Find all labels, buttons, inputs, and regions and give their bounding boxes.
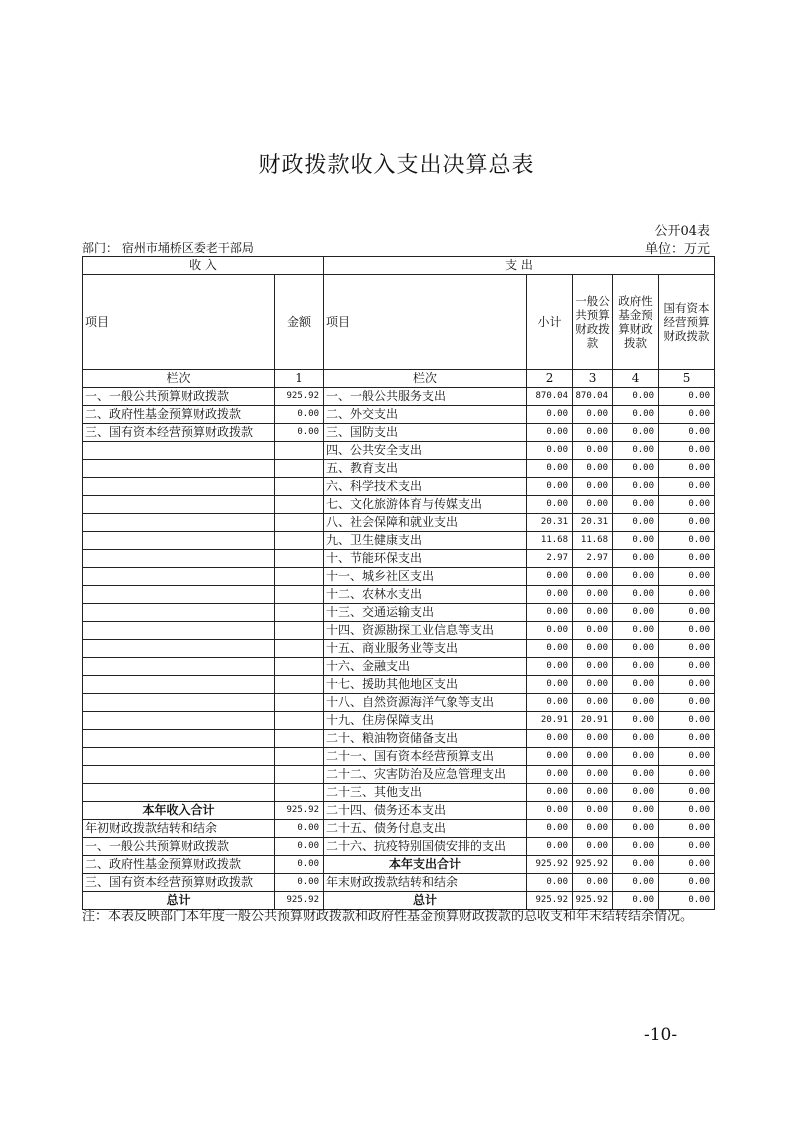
- subtotal-cell: 0.00: [527, 676, 573, 694]
- col-index-3: 3: [573, 370, 613, 388]
- gfb-cell: 0.00: [613, 694, 659, 712]
- col-header-gfb: 政府性基金预算财政拨款: [613, 275, 659, 370]
- income-item-cell: [83, 586, 275, 604]
- income-amount-cell: [275, 442, 324, 460]
- income-item-cell: 年初财政拨款结转和结余: [83, 820, 275, 838]
- socb-cell: 0.00: [659, 820, 715, 838]
- income-item-cell: [83, 712, 275, 730]
- subtotal-cell: 0.00: [527, 748, 573, 766]
- gfb-cell: 0.00: [613, 676, 659, 694]
- income-item-cell: [83, 478, 275, 496]
- col-index-1: 1: [275, 370, 324, 388]
- expense-item-cell: 九、卫生健康支出: [324, 532, 527, 550]
- subtotal-cell: 0.00: [527, 478, 573, 496]
- expense-header: 支 出: [324, 257, 715, 275]
- income-amount-cell: [275, 496, 324, 514]
- income-amount-cell: [275, 694, 324, 712]
- table-row: [83, 622, 715, 640]
- income-item-cell: [83, 442, 275, 460]
- subtotal-cell: 0.00: [527, 658, 573, 676]
- income-amount-cell: [275, 478, 324, 496]
- gfb-cell: 0.00: [613, 766, 659, 784]
- socb-cell: 0.00: [659, 874, 715, 892]
- income-amount-cell: [275, 604, 324, 622]
- subtotal-cell: 0.00: [527, 820, 573, 838]
- socb-cell: 0.00: [659, 496, 715, 514]
- gpb-cell: 0.00: [573, 478, 613, 496]
- income-item-cell: [83, 784, 275, 802]
- income-item-cell: [83, 460, 275, 478]
- table-row: [83, 442, 715, 460]
- income-item-cell: 总计: [83, 892, 275, 910]
- subtotal-cell: 0.00: [527, 568, 573, 586]
- expense-item-cell: 六、科学技术支出: [324, 478, 527, 496]
- subtotal-cell: 20.31: [527, 514, 573, 532]
- col-index-2: 2: [527, 370, 573, 388]
- gfb-cell: 0.00: [613, 442, 659, 460]
- table-row: [83, 388, 715, 406]
- socb-cell: 0.00: [659, 892, 715, 910]
- income-item-cell: [83, 766, 275, 784]
- table-row: [83, 730, 715, 748]
- socb-cell: 0.00: [659, 712, 715, 730]
- gpb-cell: 0.00: [573, 766, 613, 784]
- col-header-subtotal: 小计: [527, 275, 573, 370]
- table-row: [83, 406, 715, 424]
- gfb-cell: 0.00: [613, 406, 659, 424]
- col-header-item2: 项目: [324, 275, 527, 370]
- subtotal-cell: 0.00: [527, 784, 573, 802]
- income-item-cell: 一、一般公共预算财政拨款: [83, 838, 275, 856]
- subtotal-cell: 11.68: [527, 532, 573, 550]
- income-amount-cell: [275, 532, 324, 550]
- gpb-cell: 20.31: [573, 514, 613, 532]
- income-amount-cell: [275, 586, 324, 604]
- subtotal-cell: 0.00: [527, 424, 573, 442]
- col-header-amount: 金额: [275, 275, 324, 370]
- income-item-cell: 一、一般公共预算财政拨款: [83, 388, 275, 406]
- table-row: [83, 658, 715, 676]
- income-amount-cell: [275, 730, 324, 748]
- subtotal-cell: 0.00: [527, 586, 573, 604]
- expense-item-cell: 十三、交通运输支出: [324, 604, 527, 622]
- gfb-cell: 0.00: [613, 748, 659, 766]
- table-row: [83, 586, 715, 604]
- income-amount-cell: [275, 784, 324, 802]
- gfb-cell: 0.00: [613, 622, 659, 640]
- expense-item-cell: 三、国防支出: [324, 424, 527, 442]
- table-row: [83, 550, 715, 568]
- socb-cell: 0.00: [659, 658, 715, 676]
- expense-item-cell: 五、教育支出: [324, 460, 527, 478]
- gfb-cell: 0.00: [613, 550, 659, 568]
- subtotal-cell: 20.91: [527, 712, 573, 730]
- income-item-cell: [83, 730, 275, 748]
- gpb-cell: 0.00: [573, 658, 613, 676]
- socb-cell: 0.00: [659, 748, 715, 766]
- footnote: 注：本表反映部门本年度一般公共预算财政拨款和政府性基金预算财政拨款的总收支和年末结转结余情况。: [82, 909, 694, 924]
- socb-cell: 0.00: [659, 676, 715, 694]
- socb-cell: 0.00: [659, 838, 715, 856]
- income-amount-cell: 0.00: [275, 838, 324, 856]
- income-amount-cell: 0.00: [275, 856, 324, 874]
- gfb-cell: 0.00: [613, 658, 659, 676]
- subtotal-cell: 0.00: [527, 604, 573, 622]
- table-row: [83, 874, 715, 892]
- income-amount-cell: 0.00: [275, 820, 324, 838]
- expense-item-cell: 八、社会保障和就业支出: [324, 514, 527, 532]
- gpb-cell: 0.00: [573, 406, 613, 424]
- budget-table: [82, 256, 715, 910]
- page-title: 财政拨款收入支出决算总表: [258, 153, 535, 178]
- gpb-cell: 0.00: [573, 784, 613, 802]
- subtotal-cell: 0.00: [527, 622, 573, 640]
- income-header: 收 入: [83, 257, 324, 275]
- subtotal-cell: 0.00: [527, 640, 573, 658]
- gfb-cell: 0.00: [613, 730, 659, 748]
- col-index-4: 4: [613, 370, 659, 388]
- subtotal-cell: 0.00: [527, 838, 573, 856]
- gfb-cell: 0.00: [613, 838, 659, 856]
- table-row: [83, 640, 715, 658]
- socb-cell: 0.00: [659, 802, 715, 820]
- income-amount-cell: 0.00: [275, 424, 324, 442]
- table-row: [83, 514, 715, 532]
- gpb-cell: 0.00: [573, 874, 613, 892]
- unit-label: 单位：万元: [644, 242, 710, 257]
- expense-item-cell: 七、文化旅游体育与传媒支出: [324, 496, 527, 514]
- gpb-cell: 0.00: [573, 694, 613, 712]
- gpb-cell: 870.04: [573, 388, 613, 406]
- table-row: [83, 748, 715, 766]
- expense-item-cell: 十二、农林水支出: [324, 586, 527, 604]
- gfb-cell: 0.00: [613, 640, 659, 658]
- socb-cell: 0.00: [659, 622, 715, 640]
- gfb-cell: 0.00: [613, 874, 659, 892]
- subtotal-cell: 2.97: [527, 550, 573, 568]
- row-label-expense: 栏次: [324, 370, 527, 388]
- income-item-cell: [83, 640, 275, 658]
- expense-item-cell: 十、节能环保支出: [324, 550, 527, 568]
- expense-item-cell: 十七、援助其他地区支出: [324, 676, 527, 694]
- expense-item-cell: 十一、城乡社区支出: [324, 568, 527, 586]
- row-label-income: 栏次: [83, 370, 275, 388]
- socb-cell: 0.00: [659, 856, 715, 874]
- socb-cell: 0.00: [659, 784, 715, 802]
- income-item-cell: [83, 550, 275, 568]
- subtotal-cell: 0.00: [527, 694, 573, 712]
- income-item-cell: [83, 658, 275, 676]
- expense-item-cell: 二十六、抗疫特别国债安排的支出: [324, 838, 527, 856]
- gfb-cell: 0.00: [613, 892, 659, 910]
- subtotal-cell: 0.00: [527, 730, 573, 748]
- socb-cell: 0.00: [659, 550, 715, 568]
- subtotal-cell: 0.00: [527, 766, 573, 784]
- gpb-cell: 0.00: [573, 496, 613, 514]
- socb-cell: 0.00: [659, 442, 715, 460]
- expense-item-cell: 二十三、其他支出: [324, 784, 527, 802]
- gfb-cell: 0.00: [613, 460, 659, 478]
- gpb-cell: 0.00: [573, 748, 613, 766]
- subtotal-cell: 925.92: [527, 856, 573, 874]
- socb-cell: 0.00: [659, 604, 715, 622]
- income-item-cell: 二、政府性基金预算财政拨款: [83, 406, 275, 424]
- expense-item-cell: 二十、粮油物资储备支出: [324, 730, 527, 748]
- gfb-cell: 0.00: [613, 514, 659, 532]
- col-header-gpb: 一般公共预算财政拨款: [573, 275, 613, 370]
- income-item-cell: [83, 748, 275, 766]
- form-number: 公开04表: [654, 224, 710, 239]
- table-row: [83, 712, 715, 730]
- gpb-cell: 0.00: [573, 730, 613, 748]
- income-amount-cell: [275, 568, 324, 586]
- income-amount-cell: 925.92: [275, 388, 324, 406]
- table-row: [83, 694, 715, 712]
- subtotal-cell: 0.00: [527, 406, 573, 424]
- socb-cell: 0.00: [659, 406, 715, 424]
- socb-cell: 0.00: [659, 532, 715, 550]
- income-amount-cell: 925.92: [275, 802, 324, 820]
- gpb-cell: 0.00: [573, 460, 613, 478]
- income-item-cell: [83, 496, 275, 514]
- income-item-cell: [83, 604, 275, 622]
- table-row: [83, 856, 715, 874]
- socb-cell: 0.00: [659, 766, 715, 784]
- income-amount-cell: [275, 514, 324, 532]
- gfb-cell: 0.00: [613, 532, 659, 550]
- gpb-cell: 0.00: [573, 820, 613, 838]
- income-item-cell: 二、政府性基金预算财政拨款: [83, 856, 275, 874]
- income-amount-cell: [275, 658, 324, 676]
- expense-item-cell: 十八、自然资源海洋气象等支出: [324, 694, 527, 712]
- income-item-cell: [83, 568, 275, 586]
- gpb-cell: 2.97: [573, 550, 613, 568]
- subtotal-cell: 0.00: [527, 442, 573, 460]
- gpb-cell: 0.00: [573, 622, 613, 640]
- socb-cell: 0.00: [659, 388, 715, 406]
- income-amount-cell: [275, 676, 324, 694]
- gpb-cell: 0.00: [573, 568, 613, 586]
- col-header-item: 项目: [83, 275, 275, 370]
- subtotal-cell: 0.00: [527, 802, 573, 820]
- gpb-cell: 0.00: [573, 802, 613, 820]
- expense-item-cell: 二十五、债务付息支出: [324, 820, 527, 838]
- gpb-cell: 925.92: [573, 892, 613, 910]
- expense-item-cell: 二十二、灾害防治及应急管理支出: [324, 766, 527, 784]
- gfb-cell: 0.00: [613, 712, 659, 730]
- gpb-cell: 0.00: [573, 442, 613, 460]
- income-item-cell: [83, 622, 275, 640]
- gpb-cell: 11.68: [573, 532, 613, 550]
- income-item-cell: 本年收入合计: [83, 802, 275, 820]
- expense-item-cell: 十四、资源勘探工业信息等支出: [324, 622, 527, 640]
- income-amount-cell: [275, 640, 324, 658]
- income-item-cell: 三、国有资本经营预算财政拨款: [83, 874, 275, 892]
- table-row: [83, 766, 715, 784]
- income-amount-cell: 0.00: [275, 874, 324, 892]
- income-amount-cell: 925.92: [275, 892, 324, 910]
- subtotal-cell: 925.92: [527, 892, 573, 910]
- table-row: [83, 802, 715, 820]
- income-amount-cell: [275, 622, 324, 640]
- socb-cell: 0.00: [659, 640, 715, 658]
- expense-item-cell: 本年支出合计: [324, 856, 527, 874]
- subtotal-cell: 0.00: [527, 460, 573, 478]
- gfb-cell: 0.00: [613, 784, 659, 802]
- socb-cell: 0.00: [659, 424, 715, 442]
- gfb-cell: 0.00: [613, 802, 659, 820]
- expense-item-cell: 总计: [324, 892, 527, 910]
- table-row: [83, 820, 715, 838]
- table-row: [83, 676, 715, 694]
- socb-cell: 0.00: [659, 460, 715, 478]
- table-row: [83, 424, 715, 442]
- income-amount-cell: [275, 748, 324, 766]
- expense-item-cell: 十六、金融支出: [324, 658, 527, 676]
- gfb-cell: 0.00: [613, 388, 659, 406]
- gfb-cell: 0.00: [613, 424, 659, 442]
- expense-item-cell: 一、一般公共服务支出: [324, 388, 527, 406]
- table-row: [83, 460, 715, 478]
- table-row: [83, 838, 715, 856]
- page-number: -10-: [644, 1025, 678, 1045]
- socb-cell: 0.00: [659, 514, 715, 532]
- income-item-cell: 三、国有资本经营预算财政拨款: [83, 424, 275, 442]
- expense-item-cell: 二十四、债务还本支出: [324, 802, 527, 820]
- gfb-cell: 0.00: [613, 820, 659, 838]
- income-amount-cell: [275, 712, 324, 730]
- gpb-cell: 0.00: [573, 640, 613, 658]
- expense-item-cell: 十九、住房保障支出: [324, 712, 527, 730]
- expense-item-cell: 十五、商业服务业等支出: [324, 640, 527, 658]
- income-amount-cell: [275, 460, 324, 478]
- gfb-cell: 0.00: [613, 856, 659, 874]
- table-row: [83, 532, 715, 550]
- expense-item-cell: 年末财政拨款结转和结余: [324, 874, 527, 892]
- gpb-cell: 0.00: [573, 586, 613, 604]
- gpb-cell: 20.91: [573, 712, 613, 730]
- gfb-cell: 0.00: [613, 586, 659, 604]
- table-row: [83, 604, 715, 622]
- gfb-cell: 0.00: [613, 568, 659, 586]
- col-index-5: 5: [659, 370, 715, 388]
- income-item-cell: [83, 514, 275, 532]
- gpb-cell: 0.00: [573, 676, 613, 694]
- income-item-cell: [83, 532, 275, 550]
- department-label: 部门： 宿州市埇桥区委老干部局: [82, 241, 254, 255]
- expense-item-cell: 二十一、国有资本经营预算支出: [324, 748, 527, 766]
- income-item-cell: [83, 694, 275, 712]
- table-row: [83, 496, 715, 514]
- table-row: [83, 784, 715, 802]
- table-row: [83, 478, 715, 496]
- income-amount-cell: [275, 766, 324, 784]
- socb-cell: 0.00: [659, 586, 715, 604]
- expense-item-cell: 二、外交支出: [324, 406, 527, 424]
- subtotal-cell: 870.04: [527, 388, 573, 406]
- gpb-cell: 0.00: [573, 424, 613, 442]
- col-header-socb: 国有资本经营预算财政拨款: [659, 275, 715, 370]
- socb-cell: 0.00: [659, 568, 715, 586]
- socb-cell: 0.00: [659, 478, 715, 496]
- gpb-cell: 0.00: [573, 604, 613, 622]
- subtotal-cell: 0.00: [527, 496, 573, 514]
- socb-cell: 0.00: [659, 694, 715, 712]
- income-amount-cell: [275, 550, 324, 568]
- expense-item-cell: 四、公共安全支出: [324, 442, 527, 460]
- gfb-cell: 0.00: [613, 478, 659, 496]
- subtotal-cell: 0.00: [527, 874, 573, 892]
- income-item-cell: [83, 676, 275, 694]
- gfb-cell: 0.00: [613, 496, 659, 514]
- socb-cell: 0.00: [659, 730, 715, 748]
- gfb-cell: 0.00: [613, 604, 659, 622]
- table-row: [83, 568, 715, 586]
- gpb-cell: 0.00: [573, 838, 613, 856]
- income-amount-cell: 0.00: [275, 406, 324, 424]
- gpb-cell: 925.92: [573, 856, 613, 874]
